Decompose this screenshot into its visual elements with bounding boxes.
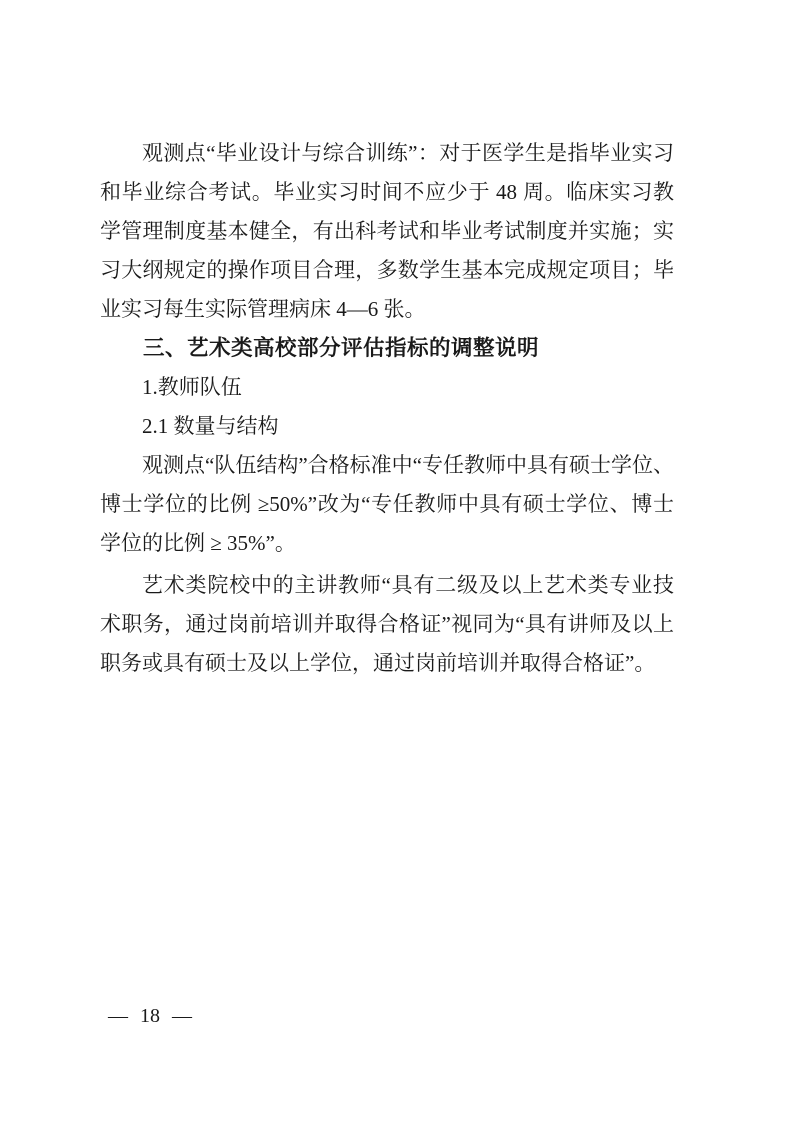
- section-heading-art-colleges-adjustment: 三、艺术类高校部分评估指标的调整说明: [143, 336, 540, 360]
- list-item-teacher-team: 1.教师队伍: [142, 375, 242, 399]
- paragraph-art-lecturer-equivalence: 艺术类院校中的主讲教师“具有二级及以上艺术类专业技术职务，通过岗前培训并取得合格证”视同为“具有讲师及以上职务或具有硕士及以上学位，通过岗前培训并取得合格证”。: [100, 573, 674, 675]
- list-item-quantity-structure: 2.1 数量与结构: [142, 414, 279, 438]
- document-body: [100, 134, 674, 683]
- paragraph-graduation-internship: 观测点“毕业设计与综合训练”：对于医学生是指毕业实习和毕业综合考试。毕业实习时间不应少于 48 周。临床实习教学管理制度基本健全，有出科考试和毕业考试制度并实施；实习大纲规定的操作项目合理，多数学生基本完成规定项目；毕业实习每生实际管理病床 4—6 张。: [100, 141, 674, 321]
- footer-page-number: — 18 —: [108, 1005, 192, 1027]
- paragraph-team-structure-standard: 观测点“队伍结构”合格标准中“专任教师中具有硕士学位、博士学位的比例 ≥50%”改为“专任教师中具有硕士学位、博士学位的比例 ≥ 35%”。: [100, 453, 674, 555]
